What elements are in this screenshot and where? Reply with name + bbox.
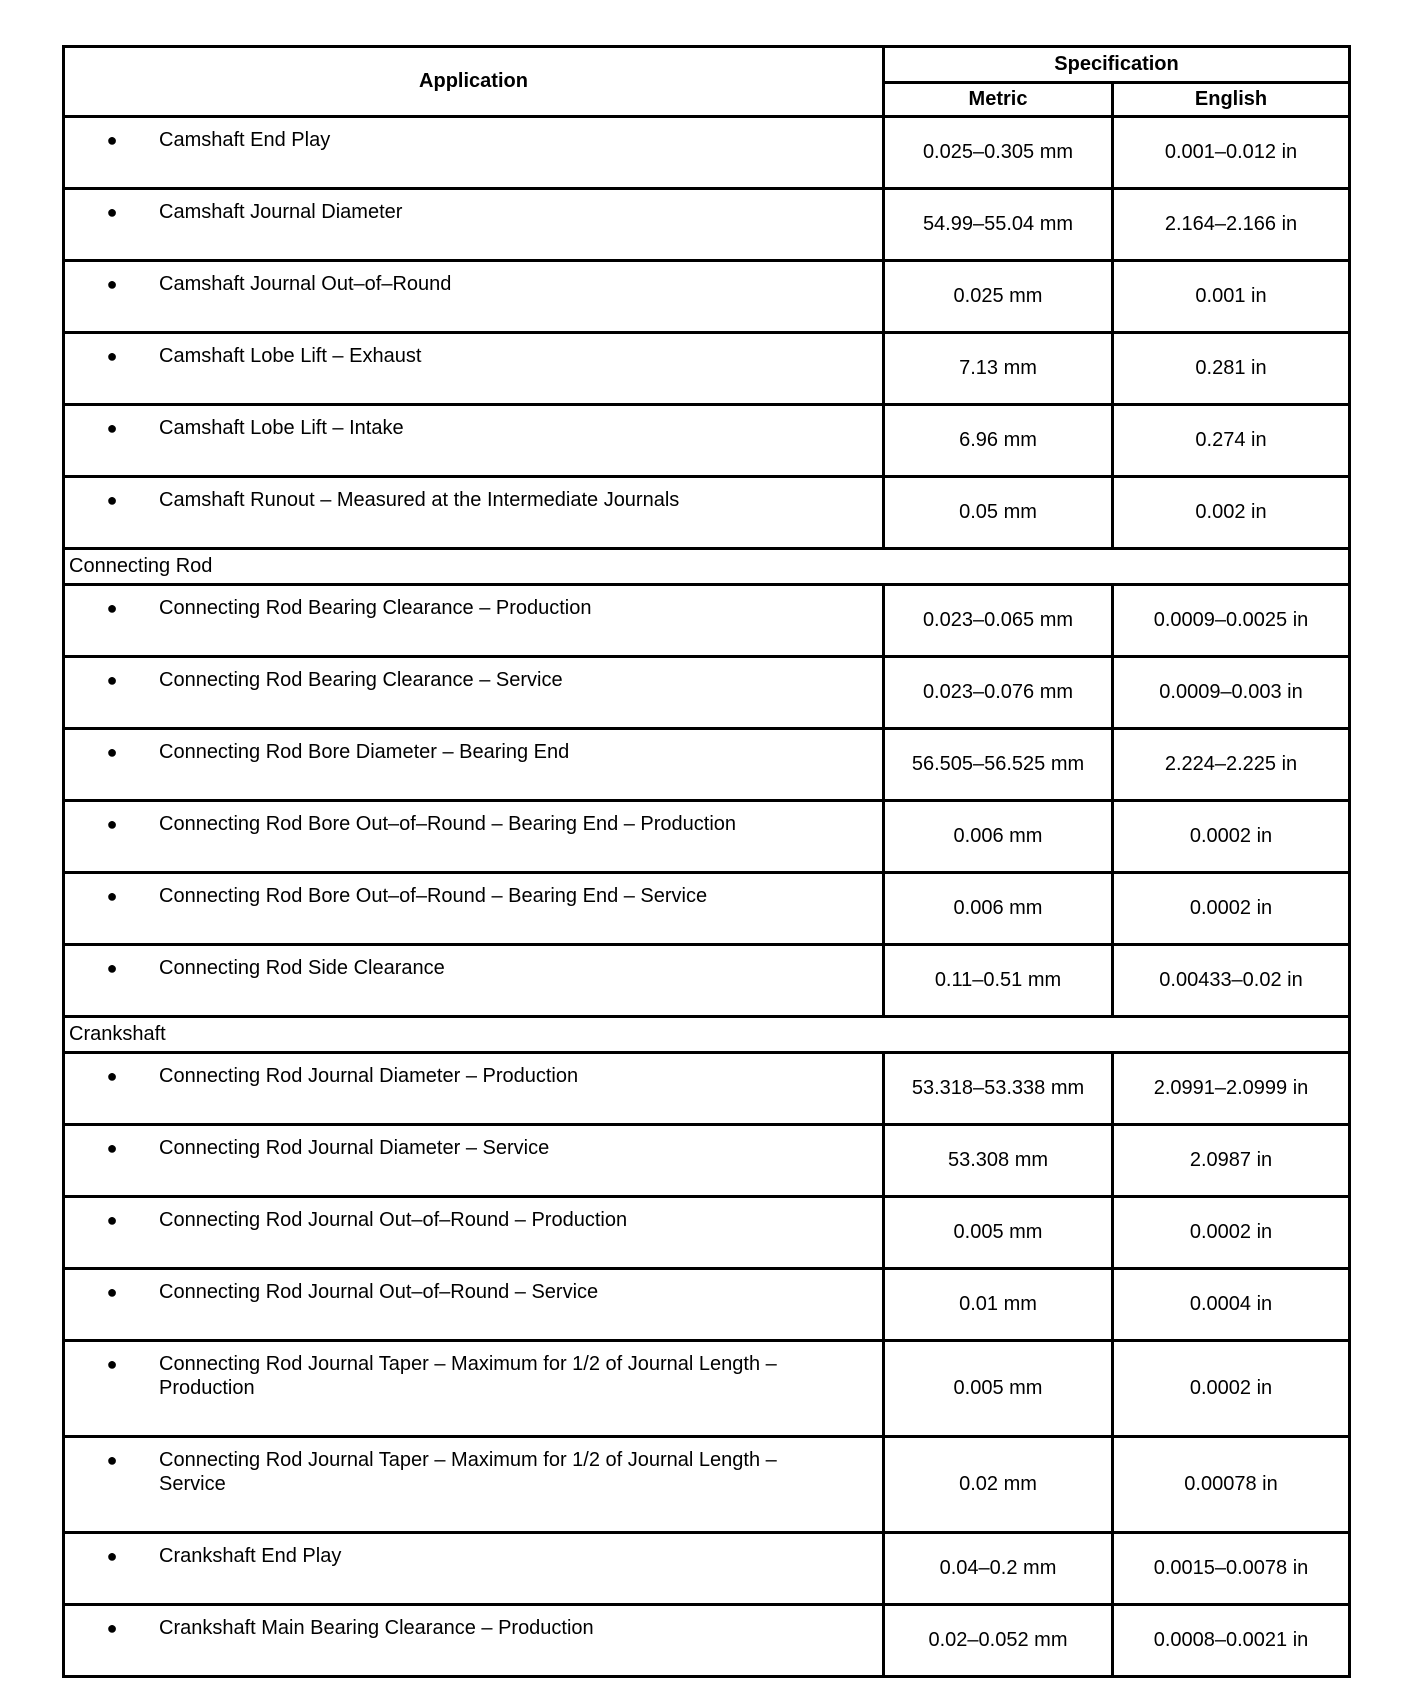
spec-row [64, 1269, 1350, 1341]
application-cell [64, 945, 884, 1017]
application-header: Application [64, 47, 884, 117]
section-label: Crankshaft [64, 1017, 1350, 1053]
application-cell [64, 585, 884, 657]
metric-header: Metric [884, 83, 1113, 117]
application-text: Connecting Rod Bore Diameter – Bearing End [159, 741, 570, 763]
spec-row [64, 189, 1350, 261]
application-cell [64, 261, 884, 333]
metric-value: 0.02–0.052 mm [884, 1605, 1113, 1677]
application-cell [64, 477, 884, 549]
english-value: 0.0002 in [1113, 1341, 1350, 1437]
metric-value: 56.505–56.525 mm [884, 729, 1113, 801]
spec-row [64, 585, 1350, 657]
spec-row [64, 657, 1350, 729]
application-cell [64, 1053, 884, 1125]
english-value: 0.0009–0.0025 in [1113, 585, 1350, 657]
spec-row [64, 477, 1350, 549]
application-cell [64, 189, 884, 261]
english-value: 0.00433–0.02 in [1113, 945, 1350, 1017]
metric-value: 0.02 mm [884, 1437, 1113, 1533]
english-value: 0.0002 in [1113, 1197, 1350, 1269]
metric-value: 53.318–53.338 mm [884, 1053, 1113, 1125]
metric-value: 0.025–0.305 mm [884, 117, 1113, 189]
application-text: Connecting Rod Journal Diameter – Service [159, 1137, 550, 1159]
metric-value: 0.025 mm [884, 261, 1113, 333]
application-text: Connecting Rod Journal Taper – Maximum for 1/2 of Journal Length – Service [159, 1449, 777, 1495]
application-text: Crankshaft Main Bearing Clearance – Production [159, 1617, 594, 1639]
spec-row [64, 1125, 1350, 1197]
application-cell [64, 1341, 884, 1437]
application-text: Camshaft Lobe Lift – Intake [159, 417, 404, 439]
application-cell [64, 117, 884, 189]
spec-row [64, 261, 1350, 333]
application-text: Connecting Rod Journal Out–of–Round – Production [159, 1209, 628, 1231]
spec-row [64, 945, 1350, 1017]
metric-value: 0.006 mm [884, 873, 1113, 945]
english-value: 0.001 in [1113, 261, 1350, 333]
application-cell [64, 657, 884, 729]
bullet-icon: ● [106, 742, 118, 762]
english-value: 2.164–2.166 in [1113, 189, 1350, 261]
application-text: Camshaft Runout – Measured at the Intermediate Journals [159, 489, 680, 511]
application-text: Connecting Rod Side Clearance [159, 957, 445, 979]
english-value: 0.00078 in [1113, 1437, 1350, 1533]
english-value: 0.274 in [1113, 405, 1350, 477]
spec-row [64, 801, 1350, 873]
spec-row [64, 1605, 1350, 1677]
spec-row [64, 117, 1350, 189]
application-text: Connecting Rod Bore Out–of–Round – Bearing End – Production [159, 813, 737, 835]
spec-row [64, 1197, 1350, 1269]
application-cell [64, 1605, 884, 1677]
bullet-icon: ● [106, 1618, 118, 1638]
bullet-icon: ● [106, 1546, 118, 1566]
application-cell [64, 801, 884, 873]
metric-value: 0.005 mm [884, 1197, 1113, 1269]
application-text: Connecting Rod Journal Diameter – Production [159, 1065, 579, 1087]
bullet-icon: ● [106, 202, 118, 222]
spec-row [64, 1437, 1350, 1533]
bullet-icon: ● [106, 490, 118, 510]
english-header: English [1113, 83, 1350, 117]
english-value: 2.0991–2.0999 in [1113, 1053, 1350, 1125]
application-text: Connecting Rod Journal Taper – Maximum for 1/2 of Journal Length – Production [159, 1353, 777, 1399]
english-value: 2.0987 in [1113, 1125, 1350, 1197]
english-value: 0.001–0.012 in [1113, 117, 1350, 189]
english-value: 0.281 in [1113, 333, 1350, 405]
bullet-icon: ● [106, 346, 118, 366]
application-text: Camshaft Journal Out–of–Round [159, 273, 452, 295]
spec-row [64, 1053, 1350, 1125]
spec-row [64, 1533, 1350, 1605]
application-cell [64, 1125, 884, 1197]
application-text: Connecting Rod Journal Out–of–Round – Service [159, 1281, 599, 1303]
metric-value: 0.05 mm [884, 477, 1113, 549]
metric-value: 0.005 mm [884, 1341, 1113, 1437]
english-value: 0.0004 in [1113, 1269, 1350, 1341]
bullet-icon: ● [106, 1066, 118, 1086]
bullet-icon: ● [106, 670, 118, 690]
bullet-icon: ● [106, 1450, 118, 1470]
application-cell [64, 1269, 884, 1341]
bullet-icon: ● [106, 274, 118, 294]
application-cell [64, 1197, 884, 1269]
application-text: Camshaft Journal Diameter [159, 201, 403, 223]
bullet-icon: ● [106, 1282, 118, 1302]
spec-row [64, 1341, 1350, 1437]
metric-value: 0.023–0.065 mm [884, 585, 1113, 657]
spec-row [64, 873, 1350, 945]
metric-value: 0.04–0.2 mm [884, 1533, 1113, 1605]
metric-value: 54.99–55.04 mm [884, 189, 1113, 261]
section-label: Connecting Rod [64, 549, 1350, 585]
bullet-icon: ● [106, 1138, 118, 1158]
application-cell [64, 405, 884, 477]
application-cell [64, 729, 884, 801]
application-text: Camshaft Lobe Lift – Exhaust [159, 345, 422, 367]
application-text: Connecting Rod Bearing Clearance – Production [159, 597, 592, 619]
english-value: 0.0002 in [1113, 873, 1350, 945]
bullet-icon: ● [106, 814, 118, 834]
section-row [64, 1017, 1350, 1053]
header-row-top [64, 47, 1350, 83]
metric-value: 0.11–0.51 mm [884, 945, 1113, 1017]
metric-value: 0.023–0.076 mm [884, 657, 1113, 729]
english-value: 0.0008–0.0021 in [1113, 1605, 1350, 1677]
application-text: Crankshaft End Play [159, 1545, 342, 1567]
bullet-icon: ● [106, 886, 118, 906]
metric-value: 53.308 mm [884, 1125, 1113, 1197]
english-value: 0.0002 in [1113, 801, 1350, 873]
application-cell [64, 1533, 884, 1605]
metric-value: 0.006 mm [884, 801, 1113, 873]
spec-row [64, 333, 1350, 405]
bullet-icon: ● [106, 130, 118, 150]
application-text: Camshaft End Play [159, 129, 331, 151]
metric-value: 0.01 mm [884, 1269, 1113, 1341]
bullet-icon: ● [106, 418, 118, 438]
spec-row [64, 405, 1350, 477]
bullet-icon: ● [106, 598, 118, 618]
specification-body [64, 117, 1350, 1677]
section-row [64, 549, 1350, 585]
bullet-icon: ● [106, 1210, 118, 1230]
application-text: Connecting Rod Bearing Clearance – Service [159, 669, 563, 691]
application-cell [64, 333, 884, 405]
specification-table [62, 45, 1351, 1678]
english-value: 0.0009–0.003 in [1113, 657, 1350, 729]
english-value: 2.224–2.225 in [1113, 729, 1350, 801]
metric-value: 6.96 mm [884, 405, 1113, 477]
spec-row [64, 729, 1350, 801]
application-cell [64, 1437, 884, 1533]
metric-value: 7.13 mm [884, 333, 1113, 405]
bullet-icon: ● [106, 1354, 118, 1374]
specification-header: Specification [884, 47, 1350, 83]
english-value: 0.002 in [1113, 477, 1350, 549]
bullet-icon: ● [106, 958, 118, 978]
application-text: Connecting Rod Bore Out–of–Round – Bearing End – Service [159, 885, 708, 907]
application-cell [64, 873, 884, 945]
english-value: 0.0015–0.0078 in [1113, 1533, 1350, 1605]
